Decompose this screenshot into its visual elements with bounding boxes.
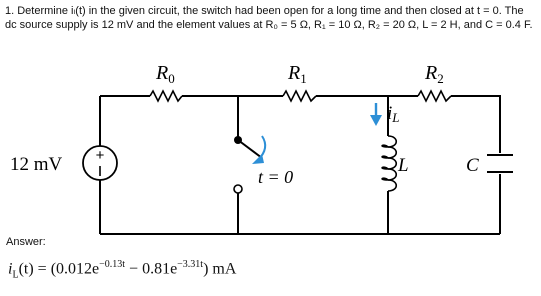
switch-blade	[238, 140, 262, 158]
inductor	[382, 136, 396, 191]
capacitor-label: C	[466, 155, 479, 176]
source-plus: +	[95, 147, 105, 164]
wire-r2-right	[451, 96, 500, 153]
r0-label: $R_0$	[156, 62, 175, 86]
il-label: iL	[387, 103, 400, 125]
il-arrow-head	[370, 115, 382, 126]
answer-arg: (t) = (0.012e	[18, 260, 100, 278]
answer-tail: ) mA	[203, 260, 237, 278]
r1-label: $R_1$	[288, 62, 307, 86]
switch-contact	[234, 185, 242, 193]
r2-label: $R_2$	[425, 62, 444, 86]
answer-lhs-sub: L	[12, 269, 19, 281]
answer-exp1: −0.13t	[99, 259, 126, 270]
answer-exp2: −3.31t	[177, 259, 204, 270]
circuit-wires	[100, 96, 500, 234]
resistor-r0	[150, 91, 182, 101]
source-label: 12 mV	[10, 154, 63, 175]
problem-statement: 1. Determine iₗ(t) in the given circuit, the switch had been open for a long time and then closed at t = 0. The dc source supply is 12 mV and the element values at R₀ = 5 Ω, R₁ = 10 Ω, R₂ = 20 Ω, L = 2 H, and C = 0.4 F.	[5, 5, 533, 31]
answer-lhs: i	[8, 260, 13, 278]
resistor-r1	[283, 91, 316, 101]
switch-time-label: t = 0	[258, 167, 294, 187]
resistor-r2	[418, 91, 451, 101]
answer-mid: − 0.81e	[125, 260, 178, 278]
inductor-label: L	[398, 155, 409, 176]
answer-equation	[8, 259, 236, 281]
answer-label: Answer:	[6, 236, 46, 248]
